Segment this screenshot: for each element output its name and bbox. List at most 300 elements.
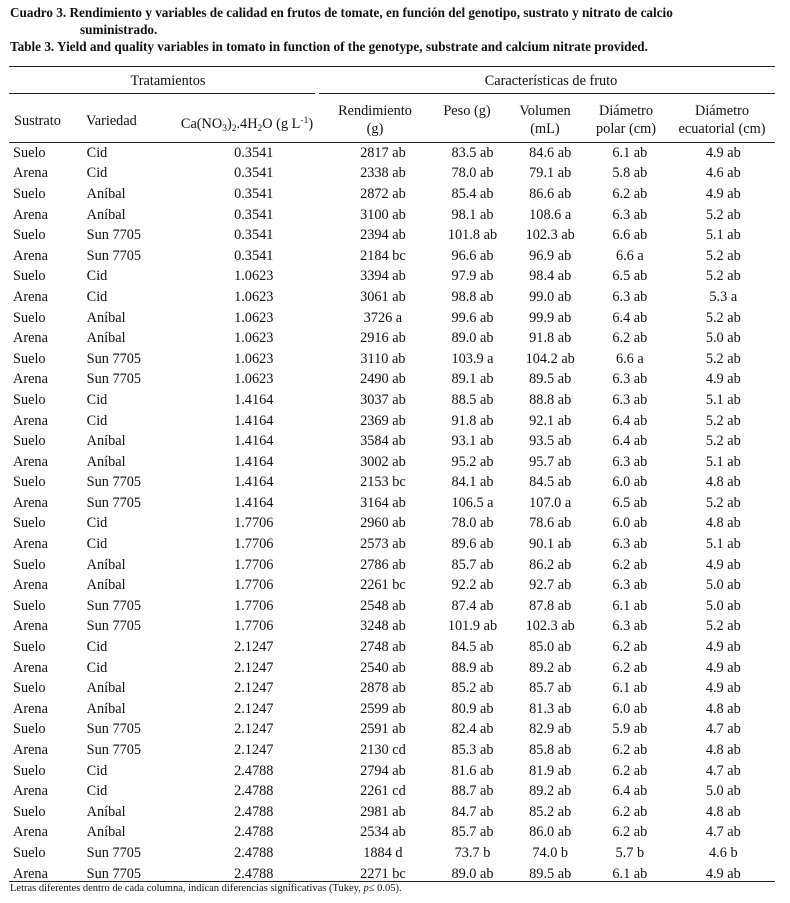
cell-variedad: Sun 7705 (86, 247, 142, 264)
cell-diametro-polar: 6.2 ab (612, 556, 648, 573)
cell-sustrato: Arena (13, 659, 48, 676)
cell-ca-no3: 1.0623 (234, 288, 274, 305)
table-row (9, 678, 775, 699)
cell-variedad: Aníbal (86, 453, 126, 470)
cell-sustrato: Arena (13, 494, 48, 511)
cell-variedad: Cid (86, 762, 108, 779)
cell-diametro-ecuatorial: 4.7 ab (705, 721, 741, 738)
cell-diametro-ecuatorial: 5.2 ab (705, 618, 741, 635)
table-row (9, 534, 775, 555)
cell-volumen: 108.6 a (529, 206, 572, 223)
cell-ca-no3: 1.4164 (234, 474, 274, 491)
cell-rendimiento: 2878 ab (360, 680, 406, 697)
cell-rendimiento: 2794 ab (360, 762, 406, 779)
caption-es-line1: Rendimiento y variables de calidad en frutos de tomate, en función del genotipo, sustrato y nitrato de calcio (69, 5, 673, 20)
cell-ca-no3: 0.3541 (234, 185, 274, 202)
cell-volumen: 98.4 ab (529, 268, 572, 285)
cell-rendimiento: 2548 ab (360, 597, 406, 614)
cell-diametro-ecuatorial: 5.2 ab (705, 206, 741, 223)
cell-peso: 88.7 ab (451, 783, 494, 800)
cell-peso: 93.1 ab (451, 433, 494, 450)
cell-ca-no3: 2.1247 (234, 742, 274, 759)
table-row (9, 514, 775, 535)
cell-ca-no3: 1.0623 (234, 309, 274, 326)
cell-volumen: 102.3 ab (525, 618, 575, 635)
cell-rendimiento: 3100 ab (360, 206, 406, 223)
cell-sustrato: Arena (13, 742, 48, 759)
treatments-rule (9, 93, 315, 94)
cell-rendimiento: 2261 bc (360, 577, 406, 594)
cell-volumen: 89.2 ab (529, 659, 572, 676)
cell-diametro-polar: 6.2 ab (612, 742, 648, 759)
cell-peso: 73.7 b (454, 844, 491, 861)
table-row (9, 802, 775, 823)
cell-diametro-polar: 6.6 a (615, 350, 644, 367)
cell-peso: 85.2 ab (451, 680, 494, 697)
cell-ca-no3: 2.4788 (234, 783, 274, 800)
table-row (9, 473, 775, 494)
cell-volumen: 85.7 ab (529, 680, 572, 697)
cell-rendimiento: 2130 cd (360, 742, 406, 759)
cell-diametro-ecuatorial: 5.3 a (709, 288, 738, 305)
cell-ca-no3: 1.4164 (234, 412, 274, 429)
table-row (9, 328, 775, 349)
cell-volumen: 89.2 ab (529, 783, 572, 800)
cell-peso: 89.0 ab (451, 330, 494, 347)
cell-variedad: Cid (86, 515, 108, 532)
header-volumen: Volumen (mL) (519, 103, 571, 137)
cell-diametro-polar: 6.2 ab (612, 762, 648, 779)
table-row (9, 493, 775, 514)
cell-peso: 106.5 a (451, 494, 494, 511)
cell-variedad: Aníbal (86, 700, 126, 717)
cell-variedad: Cid (86, 268, 108, 285)
table-footnote: Letras diferentes dentro de cada columna, indican diferencias significativas (Tukey, p≤ 0.05). (10, 883, 402, 894)
cell-diametro-ecuatorial: 5.0 ab (705, 597, 741, 614)
table-row (9, 720, 775, 741)
cell-sustrato: Arena (13, 783, 48, 800)
cell-diametro-ecuatorial: 4.6 b (709, 844, 738, 861)
cell-sustrato: Arena (13, 165, 48, 182)
cell-volumen: 85.8 ab (529, 742, 572, 759)
cell-peso: 97.9 ab (451, 268, 494, 285)
cell-diametro-polar: 6.6 a (615, 247, 644, 264)
cell-volumen: 90.1 ab (529, 536, 572, 553)
cell-volumen: 95.7 ab (529, 453, 572, 470)
cell-peso: 89.1 ab (451, 371, 494, 388)
cell-ca-no3: 1.7706 (234, 577, 274, 594)
cell-peso: 98.8 ab (451, 288, 494, 305)
cell-diametro-ecuatorial: 4.6 ab (705, 165, 741, 182)
cell-sustrato: Arena (13, 371, 48, 388)
cell-diametro-polar: 6.5 ab (612, 268, 648, 285)
cell-rendimiento: 2261 cd (360, 783, 406, 800)
cell-volumen: 87.8 ab (529, 597, 572, 614)
cell-volumen: 85.2 ab (529, 803, 572, 820)
cell-peso: 101.8 ab (447, 227, 498, 244)
table-row (9, 390, 775, 411)
cell-rendimiento: 2786 ab (360, 556, 406, 573)
cell-sustrato: Suelo (13, 433, 46, 450)
cell-diametro-polar: 6.3 ab (612, 536, 648, 553)
data-table-body (9, 143, 775, 884)
cell-diametro-ecuatorial: 4.8 ab (705, 515, 741, 532)
cell-sustrato: Arena (13, 453, 48, 470)
cell-volumen: 107.0 a (529, 494, 572, 511)
cell-diametro-polar: 5.9 ab (612, 721, 648, 738)
cell-volumen: 78.6 ab (529, 515, 572, 532)
cell-variedad: Aníbal (86, 803, 126, 820)
cell-rendimiento: 2369 ab (360, 412, 406, 429)
cell-diametro-polar: 5.8 ab (612, 165, 648, 182)
cell-diametro-ecuatorial: 5.1 ab (705, 227, 741, 244)
cell-ca-no3: 1.7706 (234, 515, 274, 532)
cell-ca-no3: 0.3541 (234, 206, 274, 223)
cell-diametro-ecuatorial: 4.8 ab (705, 803, 741, 820)
cell-diametro-polar: 6.5 ab (612, 494, 648, 511)
cell-sustrato: Suelo (13, 639, 46, 656)
table-row (9, 761, 775, 782)
cell-diametro-ecuatorial: 4.9 ab (705, 865, 741, 882)
cell-rendimiento: 2981 ab (360, 803, 406, 820)
cell-variedad: Aníbal (86, 556, 126, 573)
cell-peso: 103.9 a (451, 350, 494, 367)
cell-diametro-polar: 6.6 ab (612, 227, 648, 244)
cell-ca-no3: 1.7706 (234, 597, 274, 614)
cell-ca-no3: 1.4164 (234, 494, 274, 511)
cell-sustrato: Arena (13, 618, 48, 635)
cell-peso: 85.3 ab (451, 742, 494, 759)
cell-rendimiento: 2534 ab (360, 824, 406, 841)
cell-diametro-polar: 6.2 ab (612, 659, 648, 676)
cell-peso: 78.0 ab (451, 165, 494, 182)
cell-sustrato: Arena (13, 288, 48, 305)
cell-variedad: Cid (86, 165, 108, 182)
cell-diametro-polar: 6.2 ab (612, 330, 648, 347)
cell-diametro-ecuatorial: 4.8 ab (705, 742, 741, 759)
cell-rendimiento: 3037 ab (360, 391, 406, 408)
cell-variedad: Sun 7705 (86, 494, 142, 511)
cell-volumen: 84.5 ab (529, 474, 572, 491)
cell-ca-no3: 2.1247 (234, 700, 274, 717)
cell-sustrato: Suelo (13, 762, 46, 779)
cell-ca-no3: 0.3541 (234, 144, 274, 161)
cell-variedad: Sun 7705 (86, 618, 142, 635)
cell-diametro-ecuatorial: 4.9 ab (705, 659, 741, 676)
cell-peso: 80.9 ab (451, 700, 494, 717)
cell-sustrato: Suelo (13, 721, 46, 738)
cell-rendimiento: 1884 d (363, 844, 403, 861)
table-row (9, 287, 775, 308)
header-tratamientos: Tratamientos (130, 73, 206, 89)
characteristics-rule (319, 93, 775, 94)
cell-volumen: 96.9 ab (529, 247, 572, 264)
cell-sustrato: Arena (13, 700, 48, 717)
cell-diametro-polar: 6.2 ab (612, 803, 648, 820)
data-table (9, 143, 775, 884)
cell-sustrato: Suelo (13, 391, 46, 408)
cell-volumen: 86.2 ab (529, 556, 572, 573)
header-calcium-nitrate: $Ca(NO_3)_2.4H_2O$ (g $L^{-1}$) (180, 116, 314, 134)
cell-sustrato: Suelo (13, 680, 46, 697)
cell-diametro-polar: 6.3 ab (612, 577, 648, 594)
cell-volumen: 92.7 ab (529, 577, 572, 594)
cell-variedad: Aníbal (86, 433, 126, 450)
cell-diametro-polar: 6.2 ab (612, 185, 648, 202)
cell-rendimiento: 2540 ab (360, 659, 406, 676)
cell-peso: 84.5 ab (451, 639, 494, 656)
cell-ca-no3: 2.4788 (234, 803, 274, 820)
cell-variedad: Sun 7705 (86, 227, 142, 244)
cell-diametro-ecuatorial: 5.2 ab (705, 494, 741, 511)
cell-rendimiento: 3394 ab (360, 268, 406, 285)
cell-diametro-ecuatorial: 5.2 ab (705, 433, 741, 450)
cell-variedad: Sun 7705 (86, 865, 142, 882)
cell-rendimiento: 2573 ab (360, 536, 406, 553)
table-row (9, 699, 775, 720)
cell-rendimiento: 2960 ab (360, 515, 406, 532)
cell-variedad: Cid (86, 659, 108, 676)
cell-ca-no3: 1.0623 (234, 330, 274, 347)
table-row (9, 184, 775, 205)
cell-ca-no3: 2.1247 (234, 659, 274, 676)
cell-peso: 87.4 ab (451, 597, 494, 614)
cell-ca-no3: 2.4788 (234, 762, 274, 779)
cell-sustrato: Suelo (13, 803, 46, 820)
cell-sustrato: Arena (13, 206, 48, 223)
cell-diametro-ecuatorial: 4.9 ab (705, 639, 741, 656)
cell-diametro-ecuatorial: 4.7 ab (705, 762, 741, 779)
cell-rendimiento: 2916 ab (360, 330, 406, 347)
cell-variedad: Cid (86, 144, 108, 161)
cell-volumen: 86.0 ab (529, 824, 572, 841)
cell-rendimiento: 3248 ab (360, 618, 406, 635)
cell-ca-no3: 1.4164 (234, 433, 274, 450)
table-row (9, 740, 775, 761)
cell-rendimiento: 2591 ab (360, 721, 406, 738)
cell-diametro-polar: 6.3 ab (612, 206, 648, 223)
cell-ca-no3: 1.7706 (234, 536, 274, 553)
header-caracteristicas: Características de fruto (484, 73, 618, 89)
cell-peso: 83.5 ab (451, 144, 494, 161)
cell-rendimiento: 3002 ab (360, 453, 406, 470)
cell-ca-no3: 2.4788 (234, 844, 274, 861)
cell-sustrato: Suelo (13, 515, 46, 532)
cell-ca-no3: 1.0623 (234, 268, 274, 285)
cell-volumen: 89.5 ab (529, 865, 572, 882)
cell-rendimiento: 2271 bc (360, 865, 406, 882)
table-row (9, 431, 775, 452)
cell-variedad: Aníbal (86, 185, 126, 202)
cell-ca-no3: 2.1247 (234, 721, 274, 738)
cell-rendimiento: 2872 ab (360, 185, 406, 202)
cell-peso: 92.2 ab (451, 577, 494, 594)
cell-variedad: Sun 7705 (86, 844, 142, 861)
table-row (9, 452, 775, 473)
bottom-rule (9, 881, 775, 882)
caption-en (10, 38, 782, 55)
table-row (9, 823, 775, 844)
table-row (9, 596, 775, 617)
cell-diametro-polar: 6.2 ab (612, 824, 648, 841)
cell-peso: 101.9 ab (447, 618, 498, 635)
cell-variedad: Aníbal (86, 680, 126, 697)
cell-rendimiento: 2599 ab (360, 700, 406, 717)
cell-peso: 91.8 ab (451, 412, 494, 429)
table-row (9, 246, 775, 267)
cell-peso: 85.7 ab (451, 824, 494, 841)
cell-volumen: 74.0 b (532, 844, 569, 861)
cell-diametro-ecuatorial: 5.0 ab (705, 783, 741, 800)
cell-variedad: Aníbal (86, 206, 126, 223)
cell-diametro-ecuatorial: 4.9 ab (705, 556, 741, 573)
cell-diametro-polar: 6.3 ab (612, 453, 648, 470)
cell-rendimiento: 2817 ab (360, 144, 406, 161)
cell-diametro-polar: 6.1 ab (612, 144, 648, 161)
cell-ca-no3: 0.3541 (234, 247, 274, 264)
cell-sustrato: Suelo (13, 309, 46, 326)
cell-rendimiento: 3726 a (363, 309, 403, 326)
table-row (9, 370, 775, 391)
cell-sustrato: Arena (13, 330, 48, 347)
cell-volumen: 99.9 ab (529, 309, 572, 326)
cell-diametro-ecuatorial: 5.1 ab (705, 536, 741, 553)
cell-ca-no3: 2.4788 (234, 824, 274, 841)
cell-peso: 85.7 ab (451, 556, 494, 573)
cell-sustrato: Suelo (13, 144, 46, 161)
cell-variedad: Cid (86, 783, 108, 800)
table-row (9, 555, 775, 576)
cell-ca-no3: 1.0623 (234, 371, 274, 388)
cell-volumen: 88.8 ab (529, 391, 572, 408)
header-sustrato: Sustrato (14, 113, 61, 129)
cell-ca-no3: 1.7706 (234, 556, 274, 573)
cell-peso: 88.9 ab (451, 659, 494, 676)
cell-variedad: Sun 7705 (86, 721, 142, 738)
cell-sustrato: Arena (13, 865, 48, 882)
cell-peso: 95.2 ab (451, 453, 494, 470)
cell-volumen: 93.5 ab (529, 433, 572, 450)
cell-diametro-ecuatorial: 5.2 ab (705, 268, 741, 285)
cell-volumen: 89.5 ab (529, 371, 572, 388)
cell-diametro-polar: 6.0 ab (612, 700, 648, 717)
cell-rendimiento: 3061 ab (360, 288, 406, 305)
cell-diametro-polar: 5.7 b (615, 844, 645, 861)
cell-diametro-ecuatorial: 5.2 ab (705, 412, 741, 429)
cell-peso: 99.6 ab (451, 309, 494, 326)
table-row (9, 164, 775, 185)
cell-diametro-ecuatorial: 5.1 ab (705, 391, 741, 408)
cell-variedad: Aníbal (86, 309, 126, 326)
cell-ca-no3: 1.4164 (234, 391, 274, 408)
cell-volumen: 85.0 ab (529, 639, 572, 656)
cell-ca-no3: 0.3541 (234, 227, 274, 244)
cell-diametro-polar: 6.4 ab (612, 412, 648, 429)
cell-rendimiento: 2338 ab (360, 165, 406, 182)
cell-sustrato: Suelo (13, 474, 46, 491)
cell-diametro-polar: 6.3 ab (612, 618, 648, 635)
cell-diametro-polar: 6.4 ab (612, 783, 648, 800)
cell-sustrato: Suelo (13, 844, 46, 861)
cell-diametro-ecuatorial: 4.9 ab (705, 185, 741, 202)
cell-peso: 84.1 ab (451, 474, 494, 491)
cell-volumen: 104.2 ab (525, 350, 575, 367)
cell-volumen: 92.1 ab (529, 412, 572, 429)
cell-diametro-polar: 6.3 ab (612, 288, 648, 305)
cell-sustrato: Arena (13, 824, 48, 841)
header-diametro-ecuatorial: Diámetro ecuatorial (cm) (678, 103, 766, 137)
table-row (9, 843, 775, 864)
cell-volumen: 82.9 ab (529, 721, 572, 738)
table-row (9, 575, 775, 596)
cell-variedad: Cid (86, 288, 108, 305)
cell-diametro-polar: 6.2 ab (612, 639, 648, 656)
cell-rendimiento: 2490 ab (360, 371, 406, 388)
cell-sustrato: Arena (13, 536, 48, 553)
cell-ca-no3: 2.4788 (234, 865, 274, 882)
cell-sustrato: Suelo (13, 350, 46, 367)
table-row (9, 411, 775, 432)
table-row (9, 658, 775, 679)
cell-diametro-polar: 6.0 ab (612, 474, 648, 491)
table-row (9, 205, 775, 226)
header-diametro-polar: Diámetro polar (cm) (596, 103, 656, 137)
cell-volumen: 102.3 ab (525, 227, 575, 244)
cell-variedad: Sun 7705 (86, 474, 142, 491)
cell-sustrato: Suelo (13, 556, 46, 573)
cell-diametro-ecuatorial: 5.2 ab (705, 247, 741, 264)
caption-en-prefix: Table 3. (10, 39, 55, 54)
cell-volumen: 79.1 ab (529, 165, 572, 182)
cell-volumen: 99.0 ab (529, 288, 572, 305)
cell-peso: 96.6 ab (451, 247, 494, 264)
table-row (9, 617, 775, 638)
top-rule (9, 66, 775, 67)
cell-rendimiento: 2153 bc (360, 474, 406, 491)
cell-ca-no3: 1.7706 (234, 618, 274, 635)
header-variedad: Variedad (86, 113, 137, 129)
table-row (9, 267, 775, 288)
cell-diametro-polar: 6.4 ab (612, 433, 648, 450)
cell-peso: 89.6 ab (451, 536, 494, 553)
cell-diametro-ecuatorial: 5.2 ab (705, 350, 741, 367)
cell-volumen: 91.8 ab (529, 330, 572, 347)
cell-peso: 85.4 ab (451, 185, 494, 202)
cell-diametro-ecuatorial: 4.7 ab (705, 824, 741, 841)
cell-volumen: 84.6 ab (529, 144, 572, 161)
cell-variedad: Sun 7705 (86, 350, 142, 367)
cell-peso: 78.0 ab (451, 515, 494, 532)
cell-rendimiento: 3110 ab (360, 350, 406, 367)
cell-ca-no3: 1.0623 (234, 350, 274, 367)
table-row (9, 308, 775, 329)
cell-sustrato: Suelo (13, 227, 46, 244)
table-row (9, 225, 775, 246)
cell-sustrato: Arena (13, 247, 48, 264)
header-peso: Peso (g) (443, 103, 491, 119)
cell-variedad: Aníbal (86, 577, 126, 594)
table-row (9, 781, 775, 802)
cell-diametro-polar: 6.4 ab (612, 309, 648, 326)
cell-volumen: 81.3 ab (529, 700, 572, 717)
cell-variedad: Cid (86, 412, 108, 429)
cell-variedad: Sun 7705 (86, 742, 142, 759)
cell-variedad: Aníbal (86, 330, 126, 347)
cell-peso: 84.7 ab (451, 803, 494, 820)
cell-rendimiento: 3164 ab (360, 494, 406, 511)
cell-rendimiento: 3584 ab (360, 433, 406, 450)
cell-sustrato: Suelo (13, 597, 46, 614)
